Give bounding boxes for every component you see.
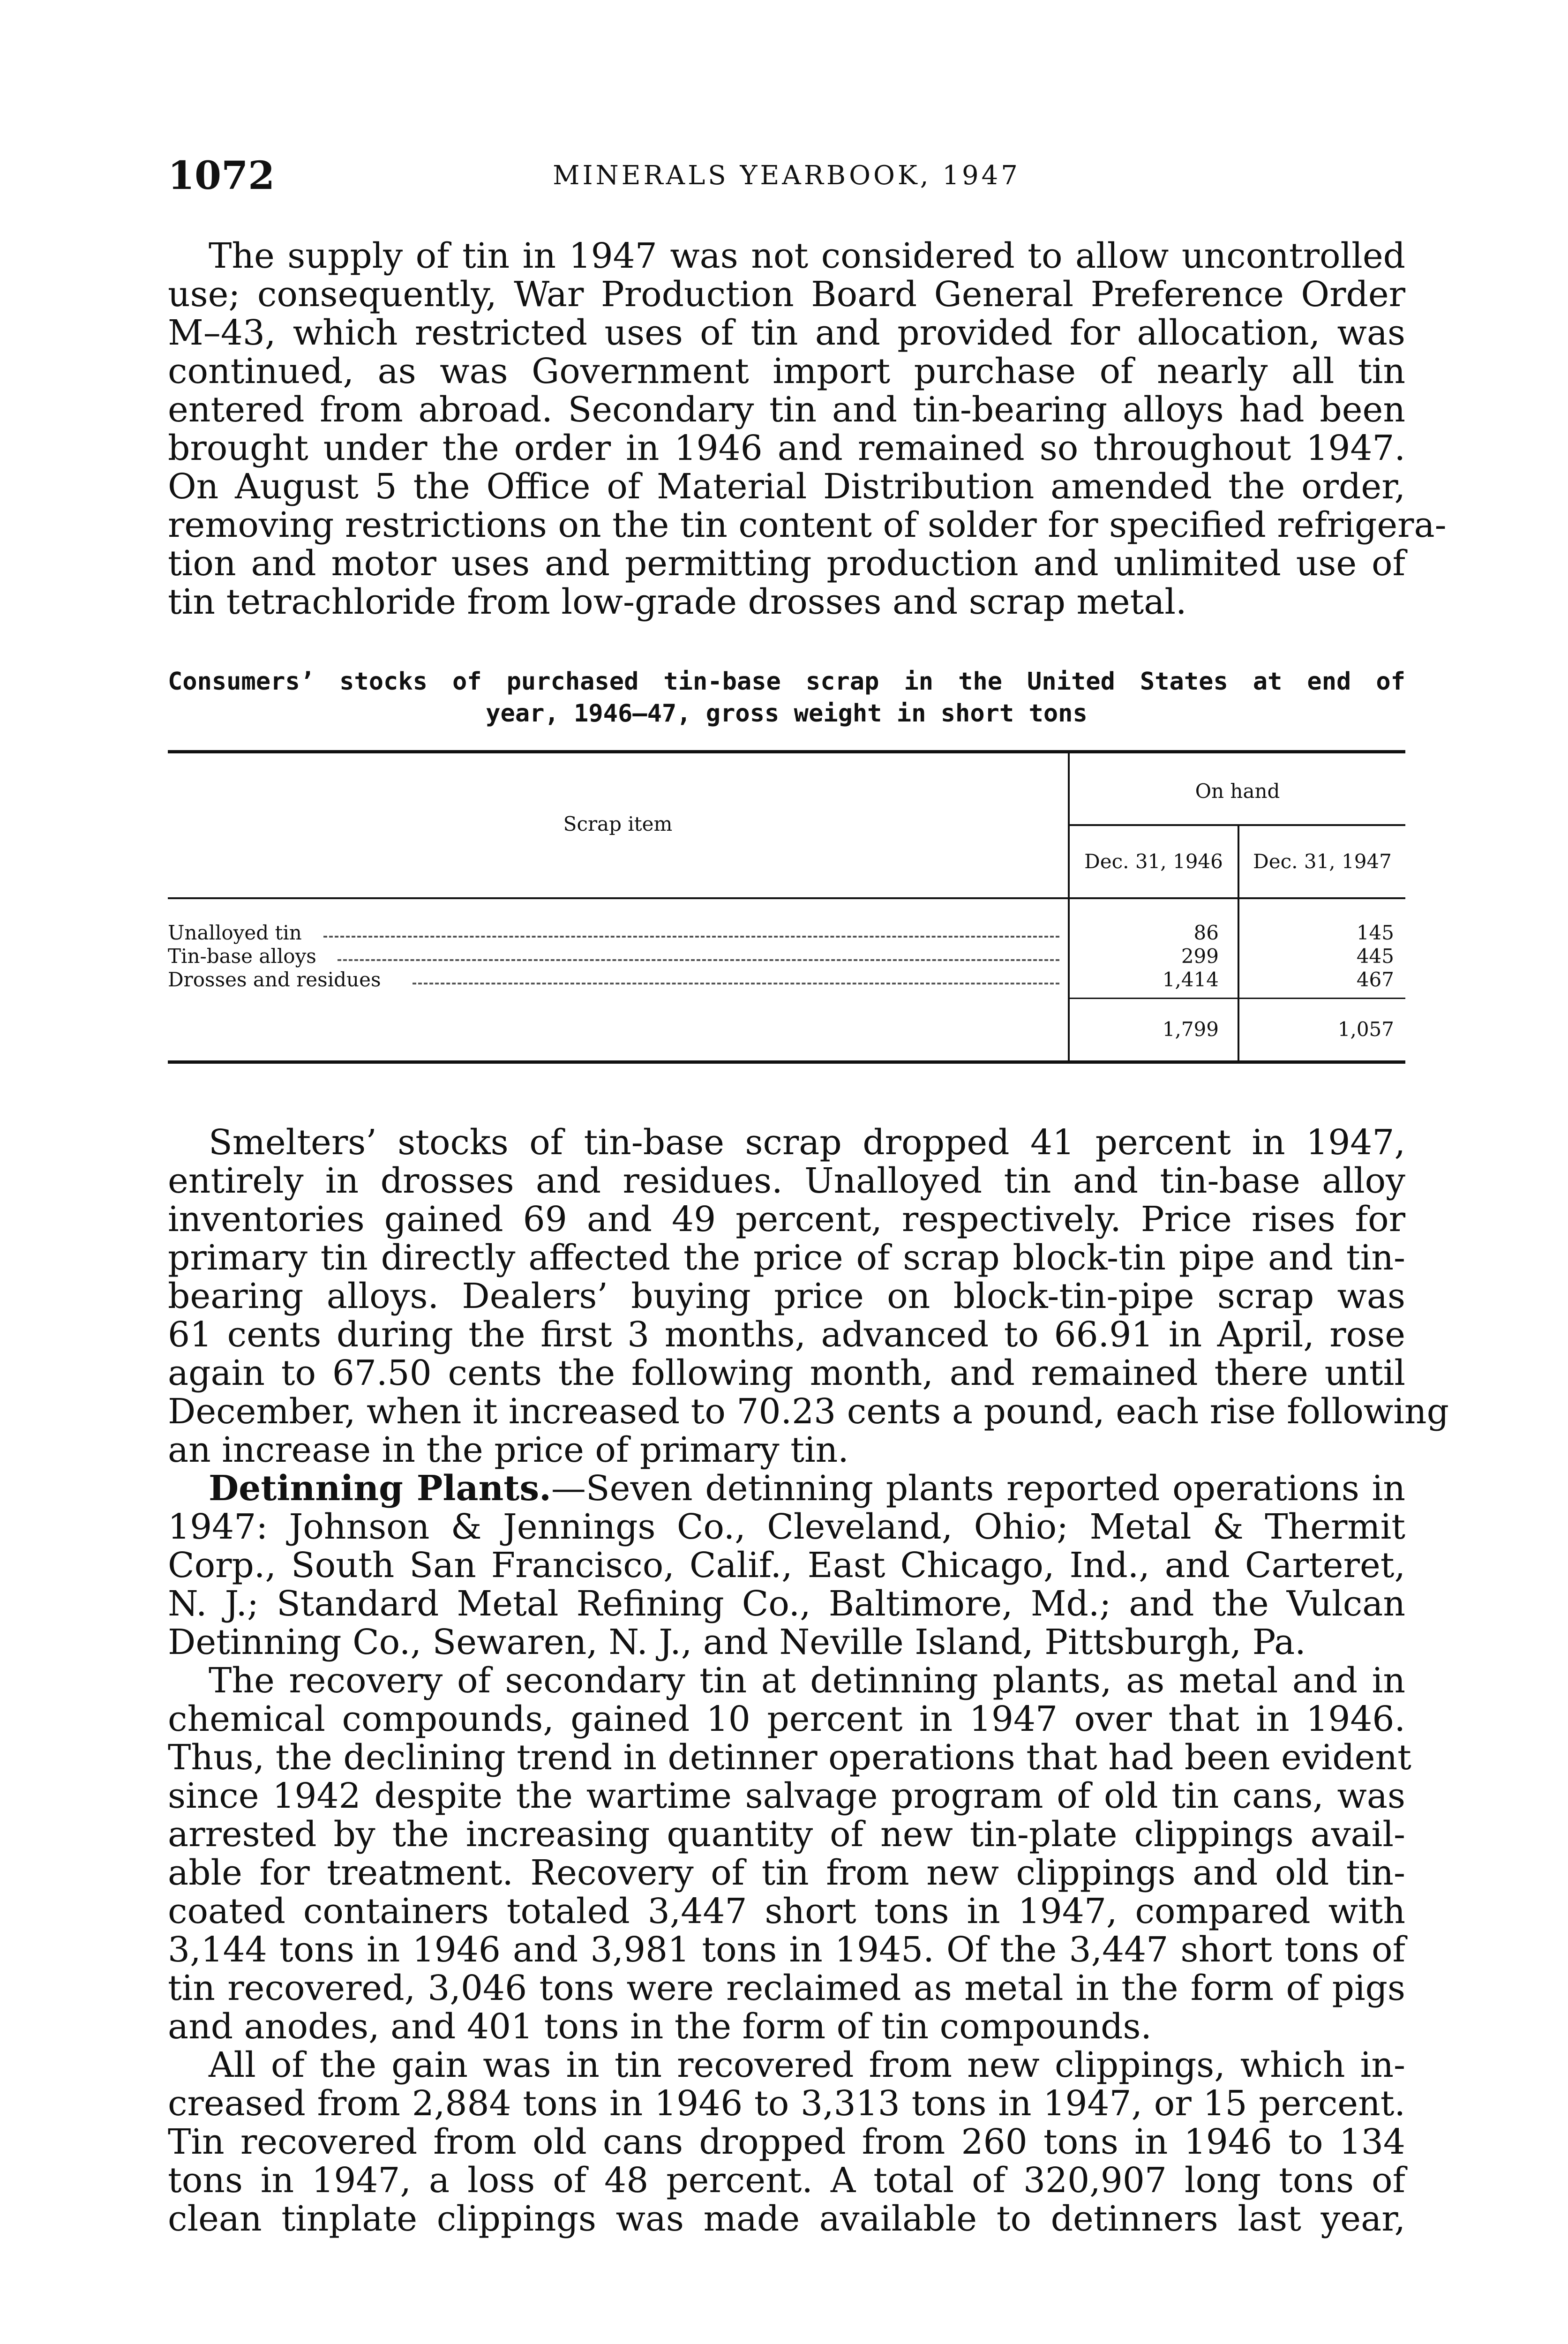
- heading-lead-text: —Seven detinning plants reported operations in: [551, 1468, 1405, 1509]
- text-line: coated containers totaled 3,447 short tons in 1947, compared with: [168, 1891, 1405, 1931]
- text-line: [209, 1469, 1405, 1508]
- text-line: entered from abroad. Secondary tin and tin-bearing alloys had been: [168, 390, 1405, 430]
- text-line: bearing alloys. Dealers’ buying price on block-tin-pipe scrap was: [168, 1276, 1405, 1316]
- row-label: Drosses and residues: [168, 968, 381, 991]
- text-line: 1947: Johnson & Jennings Co., Cleveland, Ohio; Metal & Thermit: [168, 1507, 1405, 1547]
- header-bottom-rule: [168, 897, 1405, 899]
- text-line: brought under the order in 1946 and remained so throughout 1947.: [168, 428, 1405, 468]
- table-top-rule: [168, 750, 1405, 753]
- section-heading: Detinning Plants.: [209, 1468, 551, 1509]
- column-header-1947: Dec. 31, 1947: [1253, 850, 1392, 873]
- text-line: continued, as was Government import purchase of nearly all tin: [168, 351, 1405, 391]
- value-1946: 299: [1181, 945, 1219, 968]
- running-header: [168, 152, 1405, 199]
- text-line: All of the gain was in tin recovered from new clippings, which in-: [209, 2045, 1405, 2085]
- value-1946: 1,414: [1162, 968, 1219, 991]
- leader-dots: [323, 936, 1059, 938]
- text-line: chemical compounds, gained 10 percent in 1947 over that in 1946.: [168, 1699, 1405, 1739]
- text-line: 61 cents during the first 3 months, advanced to 66.91 in April, rose: [168, 1315, 1405, 1355]
- table-caption-continued: year, 1946–47, gross weight in short tons: [486, 699, 1088, 728]
- leader-dots: [413, 983, 1059, 984]
- text-line: able for treatment. Recovery of tin from new clippings and old tin-: [168, 1853, 1405, 1893]
- text-line: tin tetrachloride from low-grade drosses and scrap metal.: [168, 582, 1187, 622]
- text-line: removing restrictions on the tin content of solder for specified refrigera-: [168, 505, 1447, 545]
- text-line: entirely in drosses and residues. Unalloyed tin and tin-base alloy: [168, 1161, 1405, 1201]
- text-line: N. J.; Standard Metal Refining Co., Baltimore, Md.; and the Vulcan: [168, 1584, 1405, 1624]
- text-line: use; consequently, War Production Board General Preference Order: [168, 274, 1405, 315]
- text-line: 3,144 tons in 1946 and 3,981 tons in 1945. Of the 3,447 short tons of: [168, 1930, 1405, 1970]
- text-line: tin recovered, 3,046 tons were reclaimed as metal in the form of pigs: [168, 1968, 1405, 2008]
- text-line: clean tinplate clippings was made available to detinners last year,: [168, 2199, 1405, 2239]
- total-1947: 1,057: [1337, 1018, 1394, 1041]
- text-line: December, when it increased to 70.23 cents a pound, each rise following: [168, 1391, 1449, 1432]
- column-header-1946: Dec. 31, 1946: [1084, 850, 1223, 873]
- row-label: Tin-base alloys: [168, 945, 316, 968]
- text-line: Thus, the declining trend in detinner operations that had been evident: [168, 1737, 1411, 1778]
- header-group-rule: [1068, 824, 1405, 826]
- text-line: inventories gained 69 and 49 percent, respectively. Price rises for: [168, 1199, 1405, 1240]
- leader-dots: [338, 959, 1059, 961]
- text-line: Corp., South San Francisco, Calif., East Chicago, Ind., and Carteret,: [168, 1545, 1405, 1585]
- text-line: an increase in the price of primary tin.: [168, 1430, 849, 1470]
- text-line: tons in 1947, a loss of 48 percent. A total of 320,907 long tons of: [168, 2160, 1405, 2201]
- text-line: Detinning Co., Sewaren, N. J., and Neville Island, Pittsburgh, Pa.: [168, 1622, 1306, 1662]
- text-line: since 1942 despite the wartime salvage program of old tin cans, was: [168, 1776, 1405, 1816]
- text-line: Tin recovered from old cans dropped from 260 tons in 1946 to 134: [168, 2122, 1405, 2162]
- value-1947: 145: [1356, 921, 1394, 944]
- running-title: MINERALS YEARBOOK, 1947: [553, 160, 1020, 191]
- text-line: On August 5 the Office of Material Distribution amended the order,: [168, 466, 1405, 507]
- text-line: M–43, which restricted uses of tin and provided for allocation, was: [168, 313, 1405, 353]
- value-1947: 467: [1356, 968, 1394, 991]
- table-bottom-rule: [168, 1060, 1405, 1064]
- column-header-on-hand: On hand: [1195, 780, 1280, 803]
- table-caption: Consumers’ stocks of purchased tin-base scrap in the United States at end of: [168, 668, 1405, 696]
- column-header-scrap-item: Scrap item: [563, 812, 673, 835]
- text-line: arrested by the increasing quantity of new tin-plate clippings avail-: [168, 1814, 1405, 1855]
- text-line: The recovery of secondary tin at detinning plants, as metal and in: [209, 1660, 1405, 1701]
- text-line: again to 67.50 cents the following month, and remained there until: [168, 1353, 1405, 1393]
- text-line: The supply of tin in 1947 was not considered to allow uncontrolled: [209, 236, 1405, 276]
- total-rule: [1068, 998, 1405, 999]
- text-line: Smelters’ stocks of tin-base scrap dropped 41 percent in 1947,: [209, 1122, 1405, 1163]
- text-line: primary tin directly affected the price of scrap block-tin pipe and tin-: [168, 1238, 1405, 1278]
- text-line: and anodes, and 401 tons in the form of tin compounds.: [168, 2006, 1152, 2047]
- value-1947: 445: [1356, 945, 1394, 968]
- row-label: Unalloyed tin: [168, 920, 305, 946]
- text-line: creased from 2,884 tons in 1946 to 3,313 tons in 1947, or 15 percent.: [168, 2083, 1405, 2124]
- total-1946: 1,799: [1162, 1018, 1219, 1041]
- page-number: 1072: [168, 153, 275, 198]
- text-line: tion and motor uses and permitting production and unlimited use of: [168, 543, 1405, 584]
- value-1946: 86: [1193, 921, 1219, 944]
